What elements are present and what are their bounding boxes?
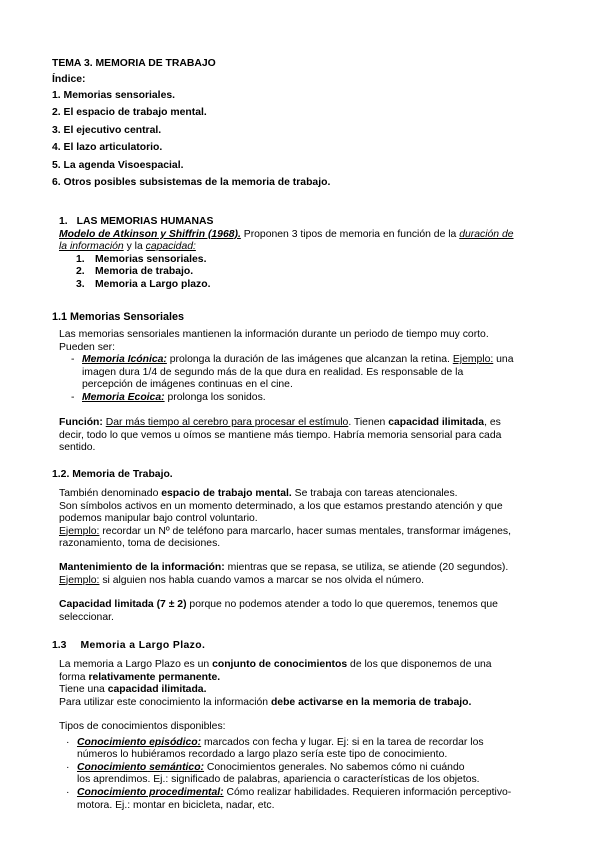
iconic-label: Memoria Icónica:	[82, 354, 167, 366]
example-label: Ejemplo:	[59, 574, 100, 586]
section-1-1	[52, 311, 600, 324]
paragraph-line: decir, todo lo que vemos u oímos se mantiene más tiempo. Habría memoria sensorial para cada	[59, 429, 502, 441]
index-item: 5. La agenda Visoespacial.	[52, 159, 184, 171]
index-item: 3. El ejecutivo central.	[52, 124, 162, 136]
paragraph-line: seleccionar.	[59, 611, 114, 623]
function-text: . Tienen	[348, 417, 389, 428]
section-1-1-body	[59, 329, 600, 405]
section-1-heading: 1. LAS MEMORIAS HUMANAS	[59, 216, 214, 227]
semantic-label: Conocimiento semántico:	[77, 761, 205, 773]
paragraph-line: números lo hubiéramos recordado a largo plazo sería este tipo de conocimiento.	[77, 749, 448, 761]
function-paragraph	[59, 417, 600, 455]
section-1-2-body	[59, 488, 600, 551]
iconic-tail: una	[493, 354, 514, 366]
capacity-label: Capacidad limitada (7 ± 2)	[59, 599, 187, 610]
list-item-semantic: · Conocimiento semántico: Conocimientos generales. No sabemos cómo ni cuándo los aprendimos. Ej.: significado de palabras, apariencia o características de los objetos.	[59, 762, 600, 787]
dot-bullet: ·	[66, 786, 70, 798]
maintenance-paragraph: Mantenimiento de la información: mientras que se repasa, se utiliza, se atiende (20 segundos). Ejemplo: si alguien nos habla cuando vamos a marcar se nos olvida el número.	[59, 562, 509, 586]
paragraph-line: los aprendimos. Ej.: significado de palabras, apariencia o características de los objetos.	[77, 774, 480, 786]
memory-types-list	[59, 254, 600, 292]
dash-bullet: -	[71, 354, 75, 366]
function-underlined: Dar más tiempo al cerebro para procesar el estímulo	[105, 417, 349, 428]
echoic-label: Memoria Ecoica:	[82, 391, 165, 403]
section-1-2-heading: 1.2. Memoria de Trabajo.	[52, 469, 173, 480]
index-label: Índice:	[52, 73, 86, 85]
section-1-2	[52, 469, 600, 482]
section-1-3-body	[59, 659, 600, 709]
procedural-label: Conocimiento procedimental:	[77, 786, 224, 798]
paragraph-line: La memoria a Largo Plazo es un conjunto de conocimientos de los que disponemos de una	[59, 659, 492, 670]
term-duration: duración de	[459, 228, 514, 240]
paragraph-line: motora. Ej.: montar en bicicleta, nadar, etc.	[77, 799, 275, 811]
list-item-procedural: · Conocimiento procedimental: Cómo realizar habilidades. Requieren información perceptivo- motora. Ej.: montar en bicicleta, nadar, etc.	[59, 787, 600, 812]
section-1-model-line: Modelo de Atkinson y Shiffrin (1968). Proponen 3 tipos de memoria en función de la duración de	[59, 228, 514, 240]
paragraph-line: percepción de imágenes continuas en el cine.	[82, 379, 293, 391]
list-item: 1. Memorias sensoriales.	[76, 253, 207, 265]
index-item: 2. El espacio de trabajo mental.	[52, 107, 207, 119]
section-1	[59, 216, 600, 292]
section-1-3	[52, 640, 600, 653]
paragraph-line: imagen dura 1/4 de segundo más de la que dura en realidad. Es responsable de la	[82, 366, 464, 378]
echoic-text: prolonga los sonidos.	[164, 391, 266, 403]
paragraph-line: razonamiento, toma de decisiones.	[59, 538, 221, 550]
paragraph-line: Las memorias sensoriales mantienen la información durante un periodo de tiempo muy corto.	[59, 329, 489, 340]
knowledge-types	[59, 721, 600, 812]
paragraph-line: Ejemplo: recordar un Nº de teléfono para marcarlo, hacer sumas mentales, transformar imágenes,	[59, 525, 511, 537]
function-text: , es	[484, 417, 501, 428]
function-bold: capacidad ilimitada	[388, 417, 485, 428]
episodic-label: Conocimiento episódico:	[77, 736, 202, 748]
paragraph-line: Tipos de conocimientos disponibles:	[59, 721, 226, 732]
index-item: 4. El lazo articulatorio.	[52, 142, 163, 154]
list-item-episodic: · Conocimiento episódico: marcados con fecha y lugar. Ej: si en la tarea de recordar los números lo hubiéramos recordado a largo plazo sería este tipo de conocimiento.	[59, 737, 600, 762]
list-item: 3. Memoria a Largo plazo.	[76, 278, 211, 290]
example-label: Ejemplo:	[59, 525, 100, 537]
dash-bullet: -	[71, 391, 75, 403]
index-item: 1. Memorias sensoriales.	[52, 90, 176, 101]
list-item: 2. Memoria de trabajo.	[76, 266, 194, 278]
paragraph-line: podemos manipular bajo control voluntario.	[59, 513, 258, 525]
paragraph-line: Para utilizar este conocimiento la información debe activarse en la memoria de trabajo.	[59, 696, 472, 708]
paragraph-line: Pueden ser:	[59, 341, 116, 353]
iconic-text: prolonga la duración de las imágenes que alcanzan la retina.	[166, 354, 453, 366]
header	[52, 56, 600, 191]
example-label: Ejemplo:	[452, 354, 494, 366]
section-1-1-heading: 1.1 Memorias Sensoriales	[52, 311, 185, 323]
function-label: Función:	[59, 417, 103, 428]
list-item-echoic	[59, 392, 600, 405]
dot-bullet: ·	[66, 736, 70, 748]
list-item-iconic	[59, 354, 600, 392]
model-name: Modelo de Atkinson y Shiffrin (1968).	[59, 228, 241, 240]
doc-title: TEMA 3. MEMORIA DE TRABAJO	[52, 58, 216, 69]
capacity-paragraph: Capacidad limitada (7 ± 2) porque no podemos atender a todo lo que queremos, tenemos que seleccionar.	[59, 599, 600, 624]
paragraph-line: forma relativamente permanente.	[59, 671, 221, 683]
paragraph-line: También denominado espacio de trabajo mental. Se trabaja con tareas atencionales.	[59, 488, 458, 499]
section-1-3-heading: 1.3 Memoria a Largo Plazo.	[52, 640, 206, 651]
maintenance-label: Mantenimiento de la información:	[59, 562, 225, 573]
section-1-model-line-2: la información y la capacidad:	[59, 241, 196, 253]
term-capacity: capacidad:	[145, 241, 196, 253]
dot-bullet: ·	[66, 761, 70, 773]
paragraph-line: Son símbolos activos en un momento determinado, a los que estamos prestando atención y que	[59, 500, 503, 512]
index-item: 6. Otros posibles subsistemas de la memoria de trabajo.	[52, 177, 331, 189]
paragraph-line: sentido.	[59, 442, 96, 454]
paragraph-line: Tiene una capacidad ilimitada.	[59, 684, 207, 696]
